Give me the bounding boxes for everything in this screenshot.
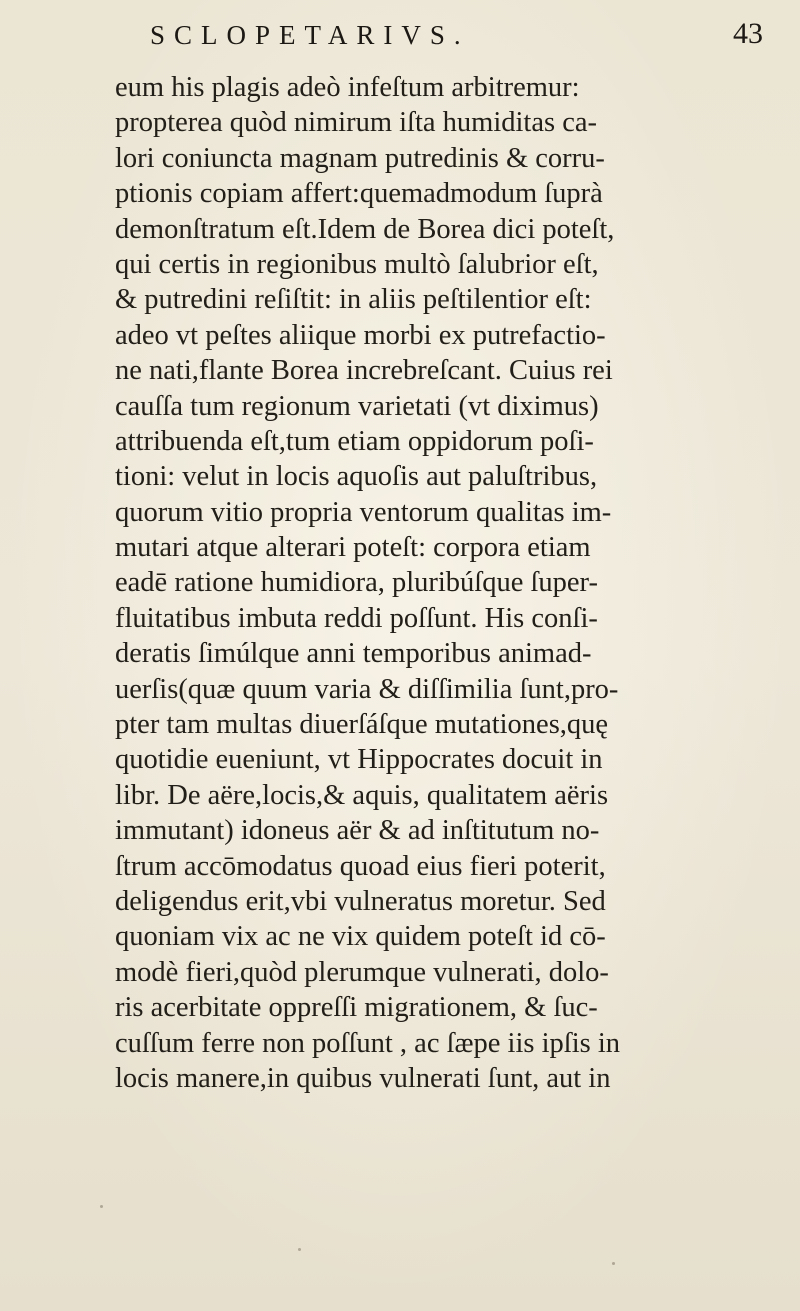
paper-speck bbox=[612, 1262, 615, 1265]
text-line: cauſſa tum regionum varietati (vt diximus) bbox=[115, 390, 599, 422]
text-line: ne nati,flante Borea increbreſcant. Cuius rei bbox=[115, 355, 613, 387]
text-line: deratis ſimúlque anni temporibus animad- bbox=[115, 638, 592, 670]
running-title: SCLOPETARIVS. bbox=[150, 20, 470, 50]
paper-speck bbox=[100, 1205, 103, 1208]
text-line: tioni: velut in locis aquoſis aut paluſtribus, bbox=[115, 461, 598, 493]
text-line: fluitatibus imbuta reddi poſſunt. His conſi- bbox=[115, 602, 598, 634]
text-line: mutari atque alterari poteſt: corpora etiam bbox=[115, 532, 591, 564]
text-line: pter tam multas diuerſáſque mutationes,quę bbox=[115, 709, 609, 741]
text-line: lori coniuncta magnam putredinis & corru- bbox=[115, 142, 605, 174]
text-line: deligendus erit,vbi vulneratus moretur. Sed bbox=[115, 885, 606, 917]
text-line: ptionis copiam affert:quemadmodum ſuprà bbox=[115, 178, 603, 210]
text-line: ris acerbitate oppreſſi migrationem, & ſuc- bbox=[115, 992, 598, 1024]
page-number: 43 bbox=[733, 17, 763, 50]
text-line: adeo vt peſtes aliique morbi ex putrefactio- bbox=[115, 319, 606, 351]
text-line: ſtrum accōmodatus quoad eius fieri poterit, bbox=[115, 850, 606, 882]
text-line: quoniam vix ac ne vix quidem poteſt id cō- bbox=[115, 921, 606, 953]
text-line: eum his plagis adeò infeſtum arbitremur: bbox=[115, 72, 580, 103]
paper-speck bbox=[298, 1248, 301, 1251]
text-line: attribuenda eſt,tum etiam oppidorum poſi- bbox=[115, 425, 594, 457]
body-text bbox=[115, 70, 755, 1096]
text-line: modè fieri,quòd plerumque vulnerati, dolo- bbox=[115, 956, 609, 988]
text-line: cuſſum ferre non poſſunt , ac ſæpe iis ipſis in bbox=[115, 1027, 620, 1059]
running-head bbox=[0, 0, 800, 60]
text-line: libr. De aëre,locis,& aquis, qualitatem aëris bbox=[115, 779, 609, 811]
text-line: propterea quòd nimirum iſta humiditas ca- bbox=[115, 107, 597, 139]
text-line: locis manere,in quibus vulnerati ſunt, aut in bbox=[115, 1062, 611, 1094]
text-line: & putredini reſiſtit: in aliis peſtilentior eſt: bbox=[115, 284, 592, 316]
text-line: uerſis(quæ quum varia & diſſimilia ſunt,pro- bbox=[115, 673, 619, 705]
text-line: demonſtratum eſt.Idem de Borea dici poteſt, bbox=[115, 213, 615, 245]
text-line: quorum vitio propria ventorum qualitas im- bbox=[115, 496, 612, 528]
text-line: quotidie eueniunt, vt Hippocrates docuit in bbox=[115, 744, 603, 776]
text-line: immutant) idoneus aër & ad inſtitutum no- bbox=[115, 815, 600, 847]
text-line: qui certis in regionibus multò ſalubrior eſt, bbox=[115, 248, 599, 280]
text-line: eadē ratione humidiora, pluribúſque ſuper- bbox=[115, 567, 598, 599]
